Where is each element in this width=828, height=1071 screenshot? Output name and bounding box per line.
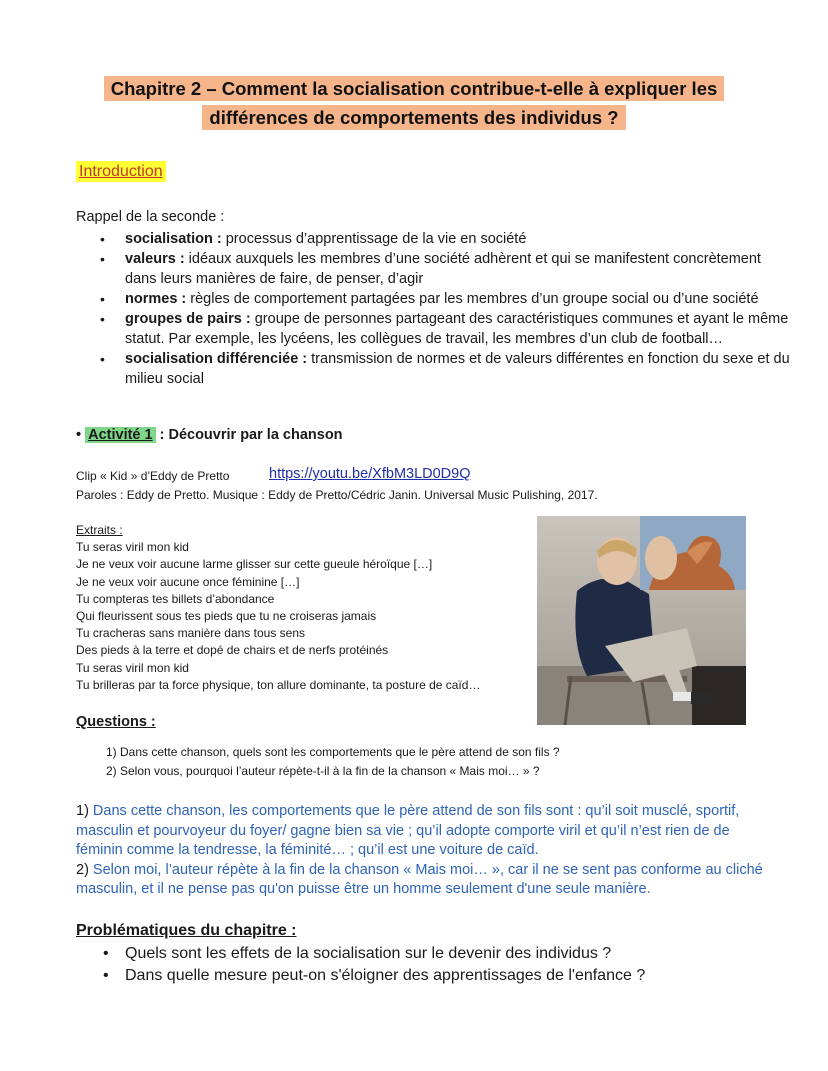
- lyric-line: Tu seras viril mon kid: [76, 540, 189, 555]
- lyric-line: Des pieds à la terre et dopé de chairs et de nerfs protéinés: [76, 643, 389, 658]
- problematiques-heading: Problématiques du chapitre :: [76, 922, 297, 939]
- activity-title: : Découvrir par la chanson: [155, 427, 343, 443]
- problematique-item: • Quels sont les effets de la socialisation sur le devenir des individus ?: [100, 943, 645, 965]
- definition-item: [100, 229, 790, 249]
- problematique-item: • Dans quelle mesure peut-on s'éloigner des apprentissages de l'enfance ?: [100, 965, 645, 987]
- definition-term: groupes de pairs :: [125, 311, 251, 327]
- activity-heading: [76, 427, 343, 443]
- question-item: 2) Selon vous, pourquoi l’auteur répète-t-il à la fin de la chanson « Mais moi… » ?: [106, 764, 540, 778]
- definition-text: idéaux auxquels les membres d’une société adhèrent et qui se manifestent concrètement dans leurs manières de faire, de penser, d’agir: [125, 251, 761, 287]
- lyric-line: Tu seras viril mon kid: [76, 660, 189, 675]
- answers-block: [76, 802, 776, 900]
- lyric-line: Tu cracheras sans manière dans tous sens: [76, 626, 306, 641]
- chapter-title-line-2: différences de comportements des individus ?: [202, 105, 625, 130]
- lyric-line: Je ne veux voir aucune larme glisser sur cette gueule héroïque […]: [76, 557, 433, 572]
- clip-credits: Paroles : Eddy de Pretto. Musique : Eddy de Pretto/Cédric Janin. Universal Music Pulishing, 2017.: [76, 488, 598, 502]
- definitions-list: [100, 229, 790, 389]
- definition-item: [100, 309, 790, 349]
- definition-text: processus d’apprentissage de la vie en société: [221, 231, 527, 247]
- music-video-still-image: [537, 516, 746, 725]
- questions-list: [106, 743, 560, 781]
- answer-text: Selon moi, l’auteur répète à la fin de la chanson « Mais moi… », car il ne se sent pas conforme au cliché masculin, et il ne pense pas qu'on puisse être un homme seulement d'une seule manière.: [76, 861, 763, 897]
- lyric-line: Tu compteras tes billets d’abondance: [76, 591, 275, 606]
- extracts-heading: Extraits :: [76, 523, 123, 537]
- activity-label: Activité 1: [85, 427, 155, 443]
- problematiques-list: [100, 943, 645, 987]
- answer-text: Dans cette chanson, les comportements que le père attend de son fils sont : qu’il soit musclé, sportif, masculin et pourvoyeur du foyer/ gagne bien sa vie ; qu’il adopte comporte viril et qu’il n’est rien de de féminin comme la tendresse, la féminité… ; qu’il est une voiture de caïd.: [76, 803, 740, 858]
- definition-term: valeurs :: [125, 251, 185, 267]
- lyrics-extracts: [76, 522, 480, 694]
- questions-heading: Questions :: [76, 714, 156, 730]
- definition-term: socialisation :: [125, 231, 222, 247]
- chapter-title: [0, 76, 828, 130]
- seated-boy-with-flexed-arm-image: [537, 516, 746, 725]
- definition-text: transmission de normes et de valeurs différentes en fonction du sexe et du milieu social: [125, 351, 790, 387]
- answer-number: 2): [76, 861, 89, 878]
- lyric-line: Je ne veux voir aucune once féminine […]: [76, 574, 300, 589]
- youtube-link[interactable]: https://youtu.be/XfbM3LD0D9Q: [269, 466, 471, 482]
- definition-item: [100, 249, 790, 289]
- definition-text: règles de comportement partagées par les membres d’un groupe social ou d’une société: [186, 291, 759, 307]
- clip-text: Clip « Kid » d’Eddy de Pretto: [76, 469, 230, 483]
- question-item: 1) Dans cette chanson, quels sont les comportements que le père attend de son fils ?: [106, 745, 560, 759]
- definition-text: groupe de personnes partageant des caractéristiques communes et ayant le même statut. Par exemple, les lycéens, les collègues de travail, les membres d’un club de football…: [125, 311, 789, 347]
- introduction-heading: Introduction: [76, 161, 166, 182]
- definition-item: [100, 289, 790, 309]
- rappel-label: Rappel de la seconde :: [76, 209, 225, 225]
- definition-term: socialisation différenciée :: [125, 351, 308, 367]
- answer-number: 1): [76, 803, 89, 819]
- definition-item: [100, 349, 790, 389]
- clip-reference: [76, 466, 471, 483]
- activity-bullet: •: [76, 427, 82, 443]
- definition-term: normes :: [125, 291, 187, 307]
- chapter-title-line-1: Chapitre 2 – Comment la socialisation contribue-t-elle à expliquer les: [104, 76, 725, 101]
- lyric-line: Qui fleurissent sous tes pieds que tu ne croiseras jamais: [76, 609, 377, 624]
- lyric-line: Tu brilleras par ta force physique, ton allure dominante, ta posture de caïd…: [76, 677, 481, 692]
